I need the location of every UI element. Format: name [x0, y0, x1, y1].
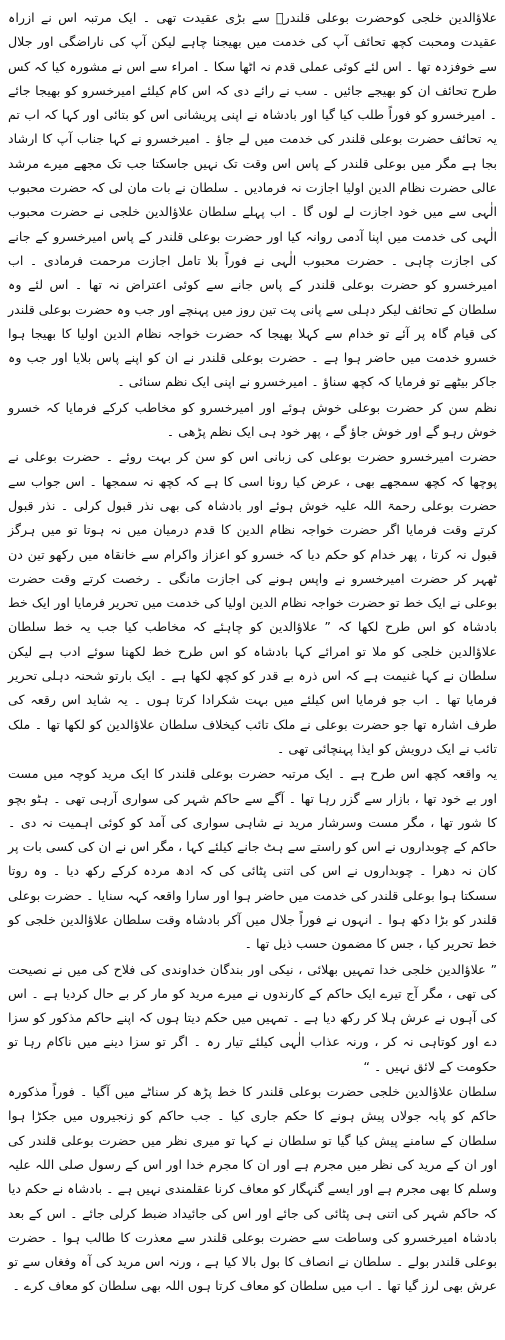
paragraph-letter-quote: ” علاؤالدین خلجی خدا تمہیں بھلائی ، نیکی اور بندگان خداوندی کی فلاح کی میں نے نصیحت کی تھی ، مگر آج تیرے ایک حاکم کے کارندوں نے میرے مرید کو مار کر بے حال کردیا ہے ۔ اس کی آہوں نے عرش ہلا کر رکھ دیا ہے ۔ تمہیں میں حکم دیتا ہوں کہ اپنے حاکم مذکور کو سزا دے اور کوتاہی نہ کر ، ورنہ عذاب الٰہی کیلئے تیار رہ ۔ اگر تو سزا دینے میں ناکام رہا تو حکومت کے لائق نہیں ۔ “: [8, 961, 497, 1074]
paragraph-sultan-justice: سلطان علاؤالدین خلجی حضرت بوعلی قلندر کا خط پڑھ کر سناٹے میں آگیا ۔ فوراً مذکورہ حاکم کو پابہ جولاں پیش ہونے کا حکم جاری کیا ۔ جب حاکم کو زنجیروں میں جکڑا ہوا سلطان کے سامنے پیش کیا گیا تو سلطان نے کہا تو میری نظر میں حضرت بوعلی قلندر کی اور ان کے مرید کی نظر میں مجرم ہے اور ان کا مجرم خدا اور اس کے رسول صلی اللہ علیہ وسلم کا بھی مجرم ہے اور ایسے گنہگار کو معاف کرنا عقلمندی نہیں ہے ۔ بادشاہ نے حکم دیا کہ حاکم شہر کی اتنی ہی پٹائی کی جائے اور اس کی جائیداد ضبط کرلی جائے ۔ اس کے بعد بادشاہ امیرخسرو کی وساطت سے حضرت بوعلی قلندر سے معذرت کا طالب ہوا ۔ حضرت بوعلی قلندر بولے ۔ سلطان نے انصاف کا بول بالا کیا ہے ، ورنہ اس مرید کی آہ وفغاں سے تو عرش بھی لرز گیا تھا ۔ اب میں سلطان کو معاف کرتا ہوں اللہ بھی سلطان کو معاف کرے ۔: [8, 1084, 497, 1294]
paragraph-gift-accepted: حضرت امیرخسرو حضرت بوعلی کی زبانی اس کو سن کر بہت روئے ۔ حضرت بوعلی نے پوچھا کہ کچھ سمجھے بھی ، عرض کیا رونا اسی کا ہے کہ کچھ نہ سمجھا ۔ اس جواب سے حضرت بوعلی رحمۃ اللہ علیہ خوش ہوئے اور بادشاہ کی بھی نذر قبول کرلی ۔ نذر قبول کرتے وقت فرمایا اگر حضرت خواجہ نظام الدین کا قدم درمیان میں نہ ہوتا تو میں ہرگز قبول نہ کرتا ، پھر خدام کو حکم دیا کہ خسرو کو اعزاز واکرام سے خانقاہ میں رکھو تین دن ٹھہر کر حضرت امیرخسرو نے واپس ہونے کی اجازت مانگی ۔ رخصت کرتے وقت حضرت بوعلی نے ایک خط تو حضرت خواجہ نظام الدین اولیا کی خدمت میں تحریر فرمایا اور ایک خط بادشاہ کو اس طرح لکھا کہ ” علاؤالدین کو چاہئے کہ مخاطب کیا جب یہ خط سلطان علاؤالدین خلجی کو ملا تو امرائے کہا بادشاہ کو اس طرح خط لکھنا سوئے ادب ہے لیکن سلطان نے کہا غنیمت ہے کہ اس ذرہ بے قدر کو کچھ لکھا ہے ۔ ایک بارتو شحنہ دہلی تحریر فرمایا تھا ۔ اب جو فرمایا اس کیلئے میں بہت شکرادا کرتا ہوں ۔ یہ شاید اس رقعہ کی طرف اشارہ تھا جو حضرت بوعلی نے ملک تائب کیخلاف سلطان علاؤالدین کو لکھا تھا ۔ ملک تائب نے ایک درویش کو ایذا پہنچائی تھی ۔: [8, 449, 497, 756]
paragraph-khusro-mission: علاؤالدین خلجی کوحضرت بوعلی قلندرؒ سے بڑی عقیدت تھی ۔ ایک مرتبہ اس نے ازراہ عقیدت ومحبت کچھ تحائف آپ کی خدمت میں بھیجنا چاہے لیکن آپ کی ناراضگی اور جلال سے خوفزدہ تھا ۔ اس لئے کوئی عملی قدم نہ اٹھا سکا ۔ امراء سے اس نے مشورہ کیا کہ کس طرح تحائف ان کو بھیجے جائیں ۔ سب نے رائے دی کہ اس کام کیلئے امیرخسرو کو بھیجا جائے ۔ امیرخسرو کو فوراً طلب کیا گیا اور بادشاہ نے اپنی پریشانی اس کو بتائی اور کہا کہ اب تم یہ تحائف حضرت بوعلی قلندر کی خدمت میں لے جاؤ ۔ امیرخسرو نے کہا جناب آپ کا ارشاد بجا ہے مگر میں بوعلی قلندر کے پاس اس وقت تک نہیں جاسکتا جب تک مجھے میرے مرشد عالی حضرت نظام الدین اولیا اجازت نہ فرمادیں ۔ سلطان نے بات مان لی کہ حضرت محبوب الٰہی سے میں خود اجازت لے لوں گا ۔ اب پہلے سلطان علاؤالدین خلجی نے حضرت محبوب الٰہی کی خدمت میں اپنا آدمی روانہ کیا اور حضرت بوعلی قلندر کے پاس امیرخسرو کے جانے کی اجازت چاہی ۔ حضرت محبوب الٰہی نے فوراً بلا تامل اجازت مرحمت فرمادی ۔ اب امیرخسرو کو حضرت بوعلی قلندر کے پاس جانے سے کوئی اعتراض نہ تھا ۔ اس لئے وہ سلطان کے تحائف لیکر دہلی سے پانی پت تین روز میں پہنچے اور جب وہ حضرت بوعلی قلندر کی قیام گاہ پر آئے تو خدام سے کہلا بھیجا کہ حضرت خواجہ نظام الدین اولیا کا بھیجا ہوا خسرو خدمت میں حاضر ہوا ہے ۔ حضرت بوعلی قلندر نے ان کو اپنے پاس بلایا اور جب وہ جاکر بیٹھے تو فرمایا کہ کچھ سناؤ ۔ امیرخسرو نے اپنی ایک نظم سنائی ۔: [8, 10, 497, 390]
paragraph-poem-response: نظم سن کر حضرت بوعلی خوش ہوئے اور امیرخسرو کو مخاطب کرکے فرمایا کہ خسرو خوش رہو گے اور خوش جاؤ گے ، پھر خود ہی ایک نظم پڑھی ۔: [8, 399, 497, 440]
paragraph-disciple-incident: یہ واقعہ کچھ اس طرح ہے ۔ ایک مرتبہ حضرت بوعلی قلندر کا ایک مرید کوچہ میں مست اور بے خود تھا ، بازار سے گزر رہا تھا ۔ آگے سے حاکم شہر کی سواری آرہی تھی ۔ ہٹو بچو کا شور تھا ، مگر مست وسرشار مرید نے شاہی سواری کی آمد کو کوئی اہمیت نہ دی ۔ حاکم کے چوبداروں نے اس کو راستے سے ہٹ جانے کیلئے کہا ، مگر اس نے ان کی کسی بات پر کان نہ دھرا ۔ چوبداروں نے اس کی اتنی پٹائی کی کہ ادھ مردہ کرکے رکھ دیا ۔ وہ روتا سسکتا ہوا بوعلی قلندر کی خدمت میں حاضر ہوا اور سارا واقعہ کہہ سنایا ۔ حضرت بوعلی قلندر کو بڑا دکھ ہوا ۔ انہوں نے فوراً جلال میں آکر بادشاہ وقت سلطان علاؤالدین خلجی کو خط تحریر کیا ، جس کا مضمون حسب ذیل تھا ۔: [8, 766, 497, 952]
